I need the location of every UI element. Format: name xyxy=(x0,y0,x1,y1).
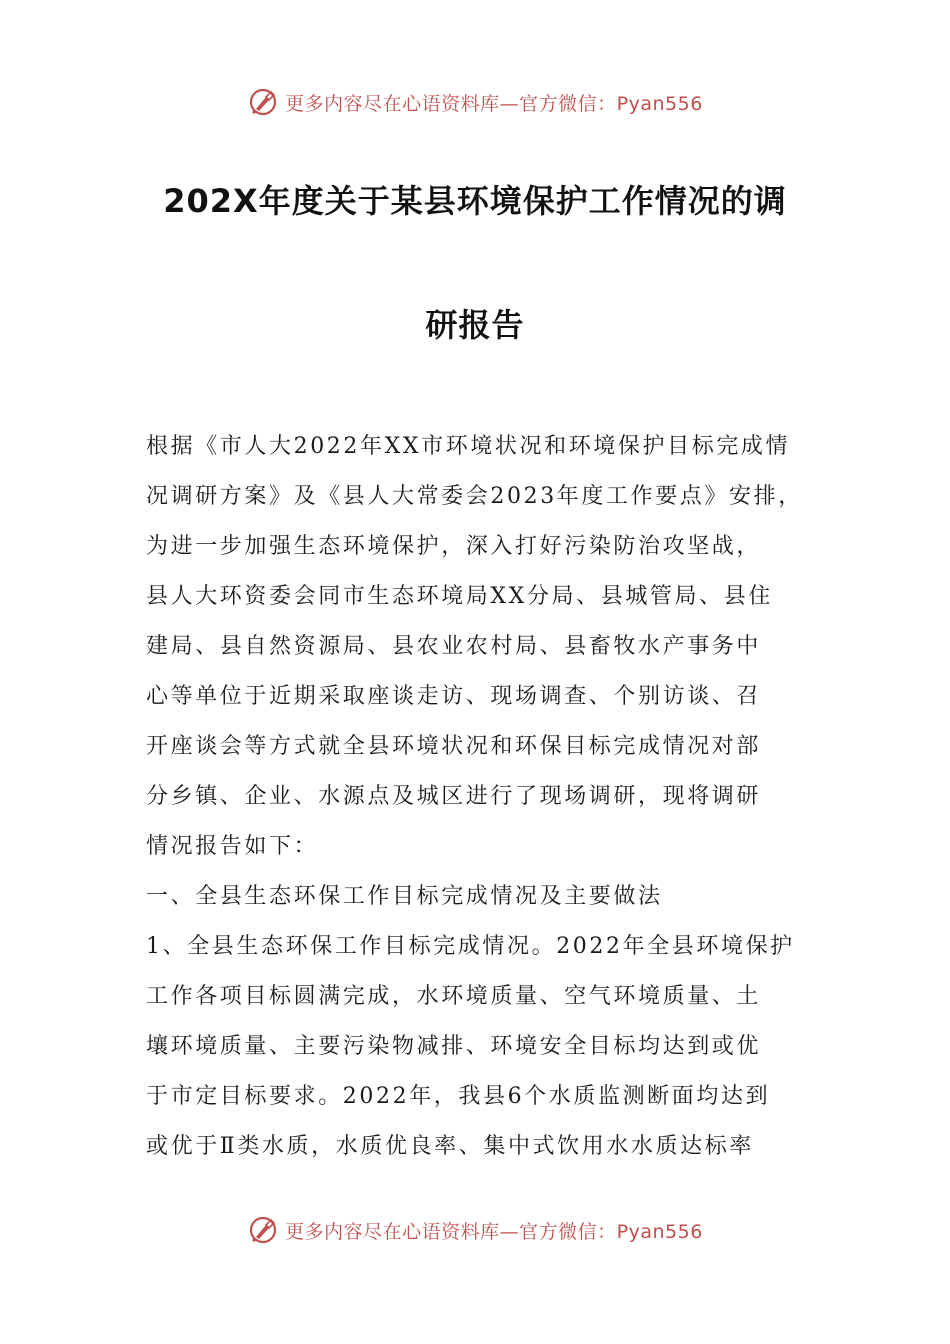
body-line: 分乡镇、企业、水源点及城区进行了现场调研，现将调研 xyxy=(146,784,762,809)
document-title-line-2: 研报告 xyxy=(425,306,525,344)
watermark-banner-bottom xyxy=(0,1210,950,1250)
section-heading: 一、全县生态环保工作目标完成情况及主要做法 xyxy=(146,884,663,909)
watermark-banner-top xyxy=(0,82,950,122)
body-line: 县人大环资委会同市生态环境局XX分局、县城管局、县住 xyxy=(146,584,773,609)
pen-nib-circle-icon xyxy=(247,86,279,118)
body-line: 为进一步加强生态环境保护，深入打好污染防治攻坚战， xyxy=(146,534,762,559)
watermark-site-text: 更多内容尽在心语资料库—官方微信： xyxy=(285,1220,617,1243)
watermark-text xyxy=(285,89,703,116)
body-line: 1、全县生态环保工作目标完成情况。2022年全县环境保护 xyxy=(146,934,795,959)
body-line: 建局、县自然资源局、县农业农村局、县畜牧水产事务中 xyxy=(146,634,762,659)
body-line: 壤环境质量、主要污染物减排、环境安全目标均达到或优 xyxy=(146,1034,762,1059)
body-line: 工作各项目标圆满完成，水环境质量、空气环境质量、土 xyxy=(146,984,762,1009)
document-body xyxy=(146,422,808,1172)
watermark-wechat-id: Pyan556 xyxy=(616,92,703,115)
body-line: 况调研方案》及《县人大常委会2023年度工作要点》安排， xyxy=(146,484,803,509)
body-line: 心等单位于近期采取座谈走访、现场调查、个别访谈、召 xyxy=(146,684,762,709)
pen-nib-circle-icon xyxy=(247,1214,279,1246)
body-line: 或优于Ⅱ类水质，水质优良率、集中式饮用水水质达标率 xyxy=(146,1134,754,1159)
body-line: 根据《市人大2022年XX市环境状况和环境保护目标完成情 xyxy=(146,434,791,459)
body-line: 情况报告如下： xyxy=(146,834,319,859)
document-title-line-1: 202X年度关于某县环境保护工作情况的调 xyxy=(163,182,787,220)
watermark-text xyxy=(285,1217,703,1244)
body-line: 开座谈会等方式就全县环境状况和环保目标完成情况对部 xyxy=(146,734,762,759)
body-line: 于市定目标要求。2022年，我县6个水质监测断面均达到 xyxy=(146,1084,771,1109)
watermark-site-text: 更多内容尽在心语资料库—官方微信： xyxy=(285,92,617,115)
watermark-wechat-id: Pyan556 xyxy=(616,1220,703,1243)
